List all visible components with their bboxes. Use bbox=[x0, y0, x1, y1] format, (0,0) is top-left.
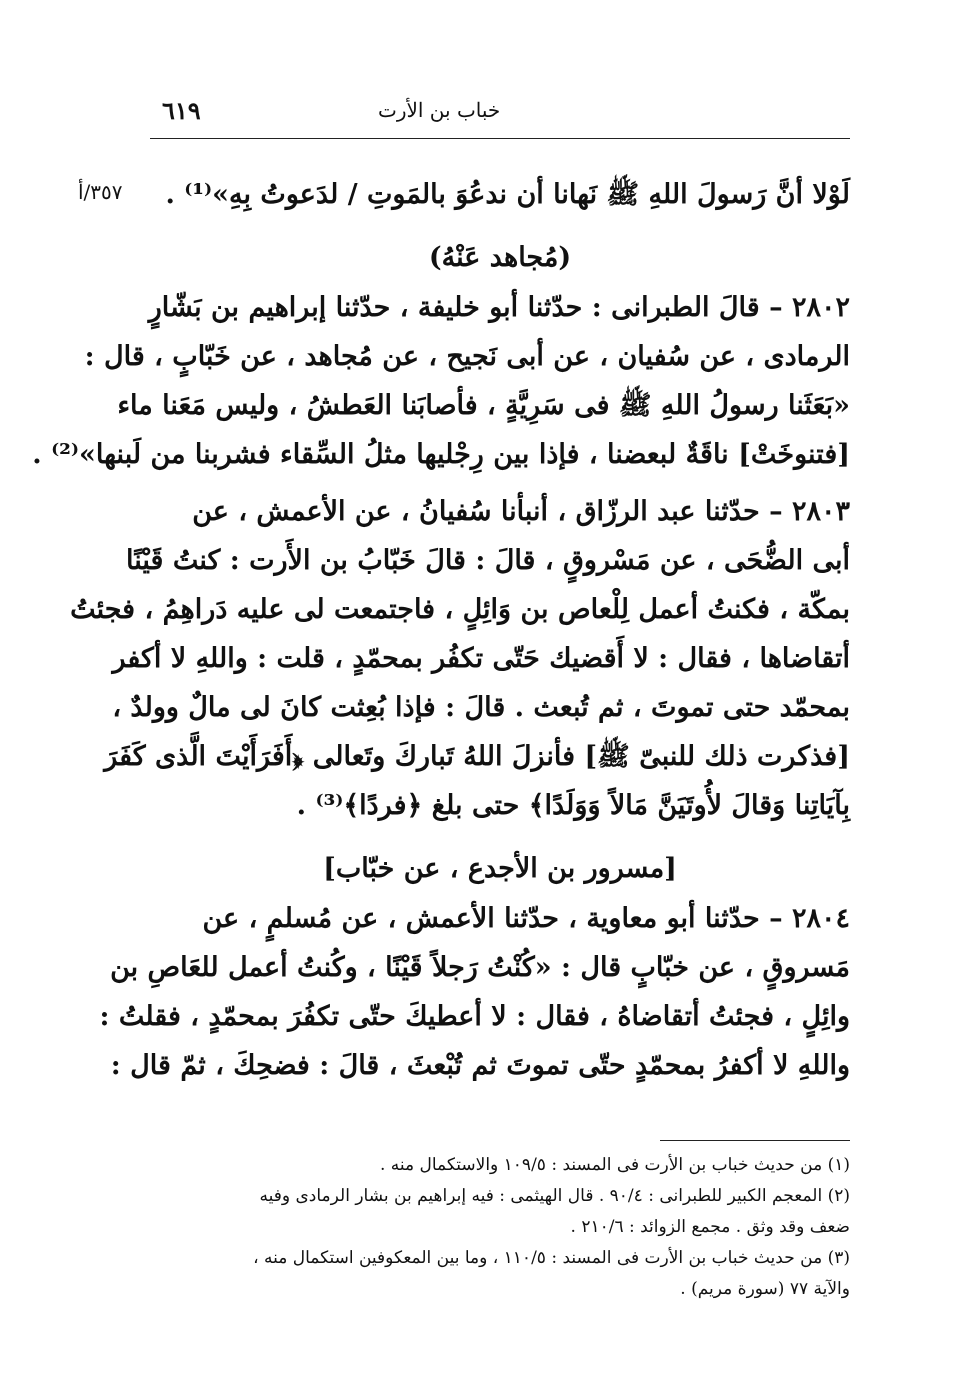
hadith-2803-line: بمحمّد حتى تموتَ ، ثم تُبعث . قالَ : فإذا بُعِثت كانَ لى مالٌ وولدٌ ، bbox=[112, 692, 850, 723]
hadith-2802-line: الرمادى ، عن سُفيان ، عن أبى نَجيح ، عن مُجاهد ، عن خَبّابٍ ، قال : bbox=[84, 341, 850, 372]
hadith-2803-line: بمكّة ، فكنتُ أعمل لِلْعاص بن وَائِلٍ ، فاجتمعت لى عليه دَراهِمُ ، فجئتُ bbox=[70, 594, 850, 625]
section-heading-mujahid: (مُجاهد عَنْهُ) bbox=[428, 242, 572, 273]
hadith-2804-line: ٢٨٠٤ – حدّثنا أبو معاوية ، حدّثنا الأعمش ، عن مُسلمٍ ، عن bbox=[202, 903, 850, 934]
hadith-2803-line: أتقاضاها ، فقال : لا أَقضيك حَتّى تكفُر بمحمّدٍ ، قلت : واللهِ لا أكفر bbox=[112, 643, 850, 674]
hadith-2803-line: [فذكرت ذلك للنبىّ ﷺ] فأنزلَ اللهُ تَباركَ وتَعالى ﴿أَفَرَأَيْتَ الَّذى كَفَرَ bbox=[104, 741, 850, 772]
page-number: ٦١٩ bbox=[162, 96, 201, 125]
footnote-rule bbox=[660, 1140, 850, 1141]
footnote-line: (٢) المعجم الكبير للطبرانى : ٩٠/٤ . قال الهيثمى : فيه إبراهيم بن بشار الرمادى وفيه bbox=[259, 1186, 850, 1206]
page-header bbox=[150, 92, 850, 132]
footnotes bbox=[150, 1150, 850, 1305]
hadith-2804-line: مَسروقٍ ، عن خبّابٍ قال : «كُنْتُ رَجلاً قَيْنًا ، وكُنتُ أعمل للعَاصِ بن bbox=[110, 952, 850, 983]
section-heading-masrur: [مسرور بن الأجدع ، عن خبّاب] bbox=[323, 853, 677, 884]
header-rule bbox=[150, 138, 850, 139]
margin-folio-note: ٣٥٧/أ bbox=[78, 180, 123, 204]
opening-line: لَوْلا أنَّ رَسولَ اللهِ ﷺ نَهانا أن ندعُوَ بالمَوتِ / لدَعوتُ بِهِ»⁽¹⁾ . bbox=[165, 179, 850, 210]
hadith-2802-line: ٢٨٠٢ – قالَ الطبرانى : حدّثنا أبو خليفة ، حدّثنا إبراهيم بن بَشّارٍ bbox=[148, 292, 850, 323]
footnote-line: ضعف وقد وثق . مجمع الزوائد : ٢١٠/٦ . bbox=[570, 1217, 850, 1237]
hadith-2804-line: واللهِ لا أكفرُ بمحمّدٍ حتّى تموتَ ثم تُبْعثَ ، قالَ : فضحِكَ ، ثمّ قال : bbox=[110, 1050, 850, 1081]
hadith-2803-line: ٢٨٠٣ – حدّثنا عبد الرزّاق ، أنبأنا سُفيانُ ، عن الأعمش ، عن bbox=[192, 496, 850, 527]
hadith-2802-line: «بَعَثَنا رسولُ اللهِ ﷺ فى سَرِيَّةٍ ، فأصابَنا العَطشُ ، وليس مَعَنا ماء bbox=[117, 390, 850, 421]
hadith-2803-line: بِآيَاتِنا وَقالَ لأُوتَيَنَّ مَالاً وَوَلَدًا﴾ حتى بلغ ﴿فردًا﴾⁽³⁾ . bbox=[296, 790, 850, 821]
hadith-2803-line: أبى الضُّحَى ، عن مَسْروقٍ ، قالَ : قالَ خَبّابُ بن الأَرت : كنتُ قَيْنًا bbox=[125, 545, 850, 576]
footnote-line: والآية ٧٧ (سورة مريم) . bbox=[680, 1279, 850, 1299]
hadith-2802-line: [فتنوخَتْ] ناقَةٌ لبعضنا ، فإذا بين رِجْليها مثلُ السِّقاء فشربنا من لَبنها»⁽²⁾ . bbox=[32, 439, 850, 470]
footnote-line: (٣) من حديث خباب بن الأرت فى المسند : ١١٠/٥ ، وما بين المعكوفين استكمال منه ، bbox=[253, 1248, 850, 1268]
footnote-line: (١) من حديث خباب بن الأرت فى المسند : ١٠٩/٥ والاستكمال منه . bbox=[379, 1155, 850, 1175]
hadith-2804-line: وائِلٍ ، فجئتُ أتقاضاهُ ، فقال : لا أعطيكَ حتّى تكفُرَ بمحمّدٍ ، فقلتُ : bbox=[99, 1001, 850, 1032]
running-title: خباب بن الأرت bbox=[378, 98, 501, 122]
